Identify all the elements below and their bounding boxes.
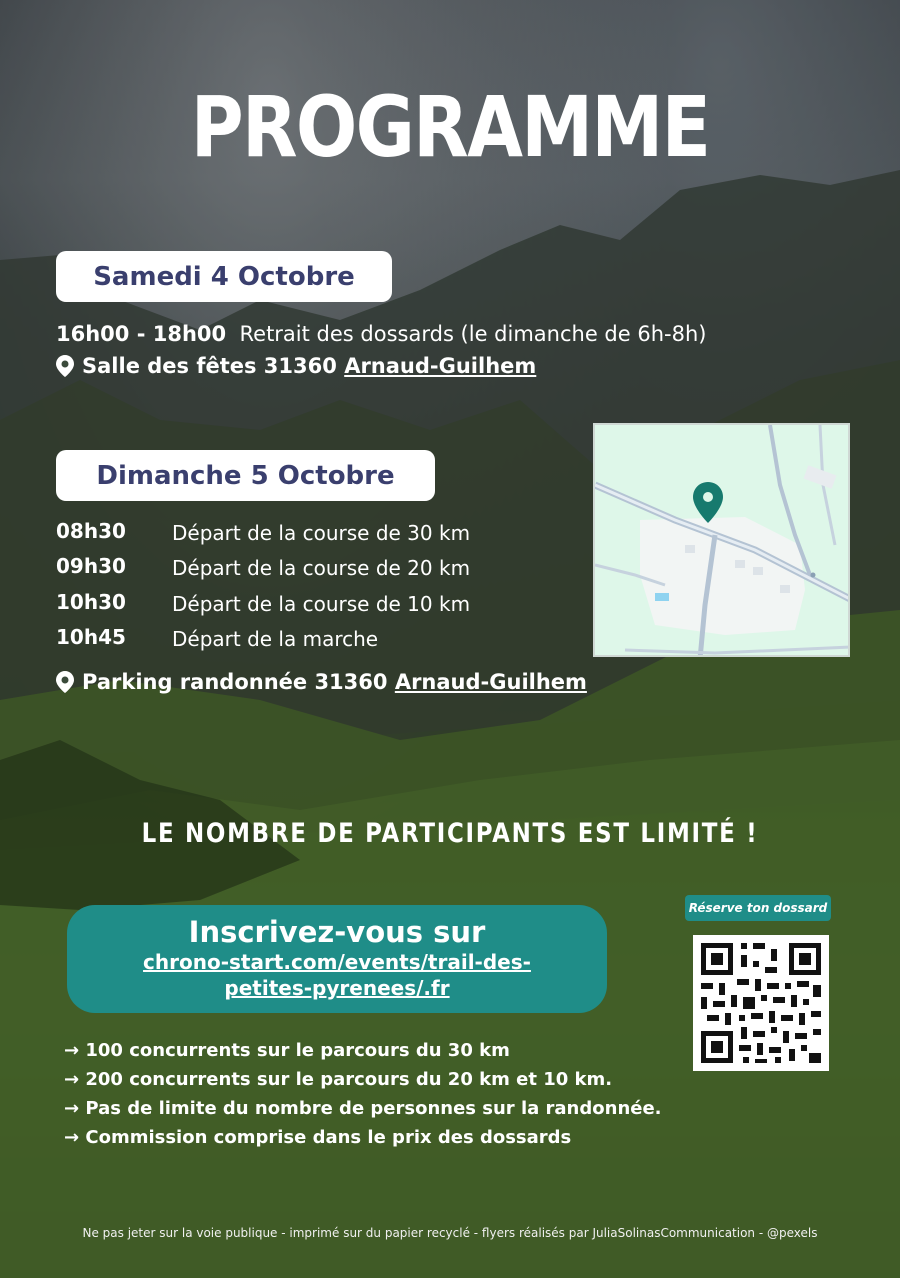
saturday-schedule-line bbox=[56, 322, 706, 346]
arrow-icon: → bbox=[64, 1040, 80, 1061]
map-graphic bbox=[595, 425, 850, 657]
info-bullet-4 bbox=[64, 1127, 571, 1148]
registration-heading: Inscrivez-vous sur bbox=[188, 915, 486, 949]
schedule-time-1: 08h30 bbox=[56, 519, 126, 543]
footer-credits: Ne pas jeter sur la voie publique - imprimé sur du papier recyclé - flyers réalisés par JuliaSolinasCommunication - @pexels bbox=[82, 1226, 818, 1240]
saturday-date-label: Samedi 4 Octobre bbox=[56, 251, 392, 302]
saturday-location-town-link[interactable]: Arnaud-Guilhem bbox=[344, 354, 537, 378]
sunday-location bbox=[56, 670, 587, 694]
registration-callout bbox=[67, 905, 607, 1013]
saturday-location bbox=[56, 354, 536, 378]
schedule-time-2: 09h30 bbox=[56, 554, 126, 578]
limited-participants-notice: LE NOMBRE DE PARTICIPANTS EST LIMITÉ ! bbox=[141, 818, 759, 849]
saturday-time: 16h00 - 18h00 bbox=[56, 322, 227, 346]
info-bullet-text: 200 concurrents sur le parcours du 20 km et 10 km. bbox=[85, 1069, 613, 1090]
schedule-time-4: 10h45 bbox=[56, 625, 126, 649]
schedule-desc-1: Départ de la course de 30 km bbox=[172, 521, 471, 545]
info-bullet-text: Commission comprise dans le prix des dossards bbox=[85, 1127, 572, 1148]
sunday-date-label: Dimanche 5 Octobre bbox=[56, 450, 435, 501]
qr-label-badge: Réserve ton dossard bbox=[685, 895, 831, 921]
location-pin-icon bbox=[56, 671, 74, 693]
saturday-activity: Retrait des dossards (le dimanche de 6h-8h) bbox=[239, 322, 707, 346]
info-bullet-1 bbox=[64, 1040, 510, 1061]
page-title: PROGRAMME bbox=[190, 78, 710, 176]
sunday-location-town-link[interactable]: Arnaud-Guilhem bbox=[394, 670, 587, 694]
schedule-desc-4: Départ de la marche bbox=[172, 627, 379, 651]
arrow-icon: → bbox=[64, 1098, 80, 1119]
schedule-time-3: 10h30 bbox=[56, 590, 126, 614]
info-bullet-2 bbox=[64, 1069, 612, 1090]
arrow-icon: → bbox=[64, 1069, 80, 1090]
location-map[interactable] bbox=[593, 423, 850, 657]
qr-code-icon bbox=[693, 935, 829, 1071]
saturday-location-venue: Salle des fêtes 31360 bbox=[82, 354, 337, 378]
registration-url-link-line1[interactable]: chrono-start.com/events/trail-des- bbox=[143, 950, 531, 974]
info-bullet-3 bbox=[64, 1098, 662, 1119]
location-pin-icon bbox=[56, 355, 74, 377]
schedule-desc-3: Départ de la course de 10 km bbox=[172, 592, 471, 616]
schedule-desc-2: Départ de la course de 20 km bbox=[172, 556, 471, 580]
qr-code-image[interactable] bbox=[693, 935, 829, 1071]
info-bullet-text: 100 concurrents sur le parcours du 30 km bbox=[85, 1040, 510, 1061]
sunday-location-venue: Parking randonnée 31360 bbox=[82, 670, 388, 694]
arrow-icon: → bbox=[64, 1127, 80, 1148]
info-bullet-text: Pas de limite du nombre de personnes sur la randonnée. bbox=[85, 1098, 662, 1119]
registration-url-link-line2[interactable]: petites-pyrenees/.fr bbox=[224, 976, 450, 1000]
